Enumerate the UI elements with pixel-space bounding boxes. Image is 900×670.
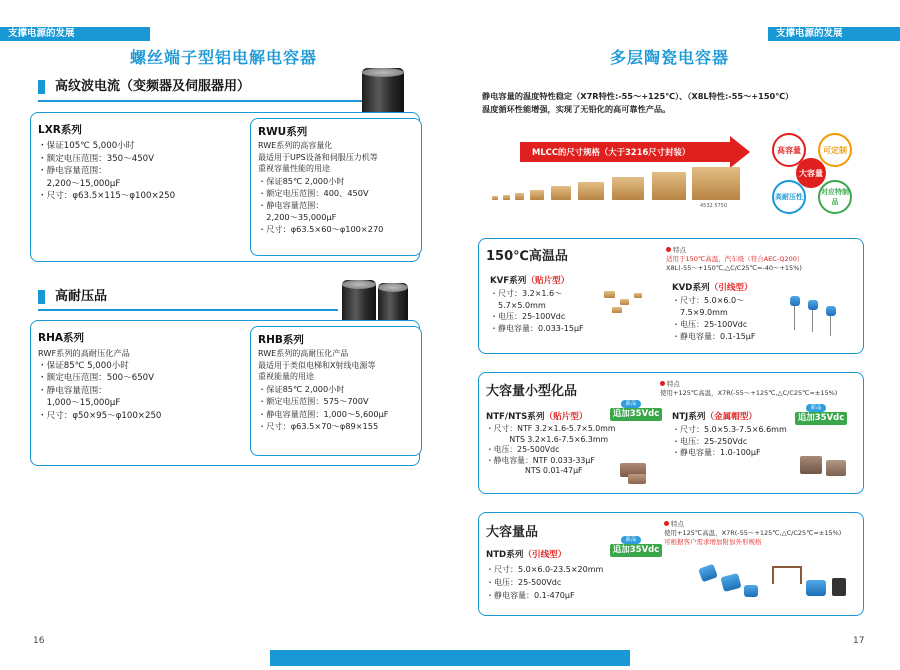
spec-line: ・尺寸：NTF 3.2×1.6-5.7×5.0mm bbox=[486, 424, 616, 433]
spec-line: ・尺寸：5.0×6.0-23.5×20mm bbox=[486, 565, 604, 574]
mlcc-chip-image bbox=[612, 307, 622, 313]
highlight-line: RWE系列的高耐压化产品 bbox=[258, 349, 349, 358]
mlcc-chip-image bbox=[652, 172, 686, 200]
large-small-feature bbox=[660, 380, 860, 398]
feature-note: 使用+125℃高温，X7R(-55～+125℃,△C/C25℃=±15%) bbox=[660, 389, 838, 397]
feature-bubble: 高耐压性 bbox=[772, 180, 806, 214]
high-temp-title: 150℃高温品 bbox=[486, 249, 568, 264]
section-heading-high-ripple: 高纹波电流（变频器及伺服器用） bbox=[38, 80, 250, 94]
rwu-title: RWU系列 bbox=[258, 126, 308, 138]
ntj-series-block bbox=[672, 410, 792, 459]
spec-line: ・额定电压范围：575～700V bbox=[258, 396, 369, 406]
spec-line: ・保证85℃ 2,000小时 bbox=[258, 175, 345, 186]
metal-cap-capacitor-image bbox=[826, 460, 846, 476]
spec-line: ・电压：25-100Vdc bbox=[490, 312, 566, 322]
spec-line: ・静电容量：1.0-100μF bbox=[672, 448, 761, 458]
highlight-line: 最适用于UPS设备和伺服压力机等 bbox=[258, 152, 378, 162]
highlight-line: RWF系列的高耐压化产品 bbox=[38, 348, 130, 358]
spec-line: ・尺寸：5.0×5.3-7.5×6.6mm bbox=[672, 425, 787, 434]
mlcc-chip-image bbox=[692, 167, 740, 200]
mlcc-chip-image bbox=[620, 299, 629, 305]
feature-red-note: 适用于150℃高温，汽车级（符合AEC-Q200） bbox=[666, 255, 804, 263]
spec-line: ・电压：25-250Vdc bbox=[672, 436, 748, 446]
large-small-title: 大容量小型化品 bbox=[486, 384, 578, 399]
kvf-title: KVF系列 bbox=[490, 276, 527, 286]
right-page-number: 17 bbox=[853, 636, 865, 646]
mlcc-chip-image bbox=[604, 291, 615, 298]
lxr-title: LXR系列 bbox=[38, 124, 82, 136]
lxr-spec-list bbox=[38, 140, 238, 203]
new-badge: 新品 bbox=[621, 536, 641, 544]
spec-line: ・静电容量范围： bbox=[38, 385, 107, 396]
spec-line: ・尺寸：φ63.5×70～φ89×155 bbox=[258, 421, 379, 431]
kvd-type: （引线型） bbox=[709, 283, 753, 293]
spec-line: ・静电容量范围：1,000～5,600μF bbox=[258, 408, 389, 419]
feature-label: 特点 bbox=[667, 380, 680, 388]
spec-line: 7.5×9.0mm bbox=[672, 308, 728, 317]
arrow-head-icon bbox=[730, 136, 750, 168]
spec-line: ・保证85℃ 2,000小时 bbox=[258, 383, 345, 394]
rwu-spec-list bbox=[258, 175, 420, 235]
kvd-spec-list bbox=[672, 295, 782, 343]
metal-cap-capacitor-image bbox=[800, 456, 822, 474]
kvf-series-block bbox=[490, 274, 660, 334]
rhb-title: RHB系列 bbox=[258, 334, 304, 346]
rhb-spec-list bbox=[258, 383, 420, 433]
lead-capacitor-image bbox=[790, 296, 800, 306]
highlight-line: 最适用于类似电梯和X射线电源等 bbox=[258, 360, 376, 370]
section-underline bbox=[38, 309, 338, 311]
feature-bubble-center: 大容量 bbox=[796, 158, 826, 188]
spec-line: ・额定电压范围：400、450V bbox=[258, 187, 369, 198]
lead-capacitor-image bbox=[808, 300, 818, 310]
new-badge: 新品 bbox=[621, 400, 641, 408]
spec-line: ・尺寸：3.2×1.6～ bbox=[490, 289, 563, 298]
spec-line: NTS 3.2×1.6-7.5×6.3mm bbox=[486, 434, 609, 444]
ntd-type: （引线型） bbox=[523, 550, 567, 560]
mlcc-chip-image bbox=[492, 196, 498, 200]
lead-frame-image bbox=[772, 566, 802, 584]
highlight-line: 重视能量的用途 bbox=[258, 372, 314, 381]
mlcc-size-arrow bbox=[520, 142, 730, 162]
spec-line: ・静电容量：0.1-470μF bbox=[486, 591, 575, 600]
lead-capacitor-image bbox=[744, 585, 758, 597]
add-35vdc-tag: 追加35Vdc bbox=[610, 544, 662, 557]
rha-highlight bbox=[38, 347, 243, 360]
kvd-series-block bbox=[672, 281, 782, 343]
mlcc-chip-image bbox=[612, 177, 644, 200]
ntd-series-block bbox=[486, 548, 656, 602]
spec-line: ・额定电压范围：350～450V bbox=[38, 153, 155, 164]
highlight-line: 重视容量性能的用途 bbox=[258, 164, 330, 173]
spec-line: 2,200～15,000μF bbox=[38, 178, 121, 189]
large-cap-feature bbox=[664, 520, 862, 547]
spec-line: NTS 0.01-47μF bbox=[486, 466, 583, 476]
ntj-spec-list bbox=[672, 424, 792, 459]
high-temp-feature bbox=[666, 246, 861, 273]
highlight-line: RWE系列的高容量化 bbox=[258, 141, 333, 150]
left-page-title: 螺丝端子型铝电解电容器 bbox=[130, 48, 318, 67]
intro-line: 温度循环性能增强，实现了无铅化的高可靠性产品。 bbox=[482, 104, 671, 114]
section-underline bbox=[38, 100, 380, 102]
feature-bubble: 可定制 bbox=[818, 133, 852, 167]
spec-line: 2,200～35,000μF bbox=[258, 211, 337, 222]
spec-line: ・静电容量：0.033-15μF bbox=[490, 323, 584, 333]
lead-wire bbox=[812, 310, 813, 332]
section-heading-high-voltage: 高耐压品 bbox=[38, 290, 107, 304]
add-35vdc-tag: 追加35Vdc bbox=[795, 412, 847, 425]
intro-line: 静电容量的温度特性稳定（X7R特性:-55～+125℃）、（X8L特性:-55～+150℃） bbox=[482, 91, 794, 101]
rwu-series-block bbox=[258, 124, 420, 235]
right-page-title: 多层陶瓷电容器 bbox=[610, 48, 730, 67]
spec-line: ・保证85℃ 5,000小时 bbox=[38, 360, 129, 371]
right-header-text: 支撑电源的发展 bbox=[776, 28, 843, 39]
lead-wire bbox=[794, 306, 795, 330]
feature-note: X8L(-55～+150℃,△C/C25℃=-40～+15%) bbox=[666, 264, 802, 272]
ntf-type: （贴片型） bbox=[544, 412, 588, 422]
kvf-type: （贴片型） bbox=[526, 276, 570, 286]
rha-title: RHA系列 bbox=[38, 332, 84, 344]
new-badge: 新品 bbox=[806, 404, 826, 412]
mlcc-chip-image bbox=[530, 190, 544, 200]
spec-line: ・电压：25-500Vdc bbox=[486, 578, 562, 587]
spec-line: ・静电容量范围： bbox=[38, 166, 107, 177]
spec-line: 1,000～15,000μF bbox=[38, 398, 121, 409]
mlcc-intro bbox=[482, 90, 793, 116]
spec-line: ・保证105℃ 5,000小时 bbox=[38, 141, 135, 151]
lead-capacitor-image bbox=[832, 578, 846, 596]
spec-line: ・静电容量范围： bbox=[258, 199, 324, 210]
ntf-title: NTF/NTS系列 bbox=[486, 412, 545, 422]
rha-spec-list bbox=[38, 360, 243, 423]
mlcc-chip-image bbox=[551, 186, 571, 200]
ntj-title: NTJ系列 bbox=[672, 412, 706, 422]
rha-series-block bbox=[38, 330, 243, 423]
add-35vdc-tag: 追加35Vdc bbox=[610, 408, 662, 421]
spec-line: ・电压：25-100Vdc bbox=[672, 320, 748, 329]
feature-bubble: 高容量 bbox=[772, 133, 806, 167]
lead-capacitor-image bbox=[806, 580, 826, 596]
spec-line: ・静电容量：0.1-15μF bbox=[672, 332, 756, 341]
chip-size-label: 4532 5750 bbox=[700, 203, 728, 209]
spec-line: ・额定电压范围：500～650V bbox=[38, 373, 155, 384]
footer-bar bbox=[270, 650, 630, 666]
rhb-highlight bbox=[258, 348, 420, 383]
spec-line: ・尺寸：φ63.5×60～φ100×270 bbox=[258, 223, 384, 234]
spec-line: ・尺寸：5.0×6.0～ bbox=[672, 296, 745, 305]
mlcc-chip-image bbox=[515, 193, 524, 200]
large-cap-title: 大容量品 bbox=[486, 525, 539, 540]
feature-label: 特点 bbox=[671, 520, 684, 528]
feature-red-note: 可根据客户需求增加附加外形规格 bbox=[664, 538, 762, 546]
lead-capacitor-image bbox=[826, 306, 836, 316]
ntd-title: NTD系列 bbox=[486, 550, 524, 560]
rwu-highlight bbox=[258, 140, 420, 175]
spec-line: 5.7×5.0mm bbox=[490, 300, 546, 310]
feature-bubble: 对应特制品 bbox=[818, 180, 852, 214]
mlcc-chip-image bbox=[634, 293, 642, 298]
kvd-title: KVD系列 bbox=[672, 283, 710, 293]
left-header-bar bbox=[0, 27, 150, 41]
mlcc-chip-image bbox=[503, 195, 510, 200]
spec-line: ・尺寸：φ63.5×115～φ100×250 bbox=[38, 191, 176, 202]
feature-label: 特点 bbox=[673, 246, 686, 254]
lxr-series-block bbox=[38, 122, 238, 203]
spec-line: ・尺寸：φ50×95～φ100×250 bbox=[38, 410, 162, 421]
lead-wire bbox=[830, 316, 831, 336]
spec-line: ・静电容量：NTF 0.033-33μF bbox=[486, 455, 595, 465]
ntd-spec-list bbox=[486, 563, 656, 602]
feature-note: 使用+125℃高温，X7R(-55～+125℃,△C/C25℃=±15%) bbox=[664, 529, 842, 537]
left-header-text: 支撑电源的发展 bbox=[8, 28, 75, 39]
mlcc-chip-image bbox=[578, 182, 604, 200]
left-page-number: 16 bbox=[33, 636, 45, 646]
rhb-series-block bbox=[258, 332, 420, 433]
mlcc-chip-image bbox=[628, 474, 646, 484]
arrow-label: MLCC的尺寸规格（大于3216尺寸封装） bbox=[532, 147, 691, 157]
ntj-type: （金属帽型） bbox=[705, 412, 758, 422]
spec-line: ・电压：25-500Vdc bbox=[486, 445, 560, 455]
right-header-bar bbox=[768, 27, 900, 41]
